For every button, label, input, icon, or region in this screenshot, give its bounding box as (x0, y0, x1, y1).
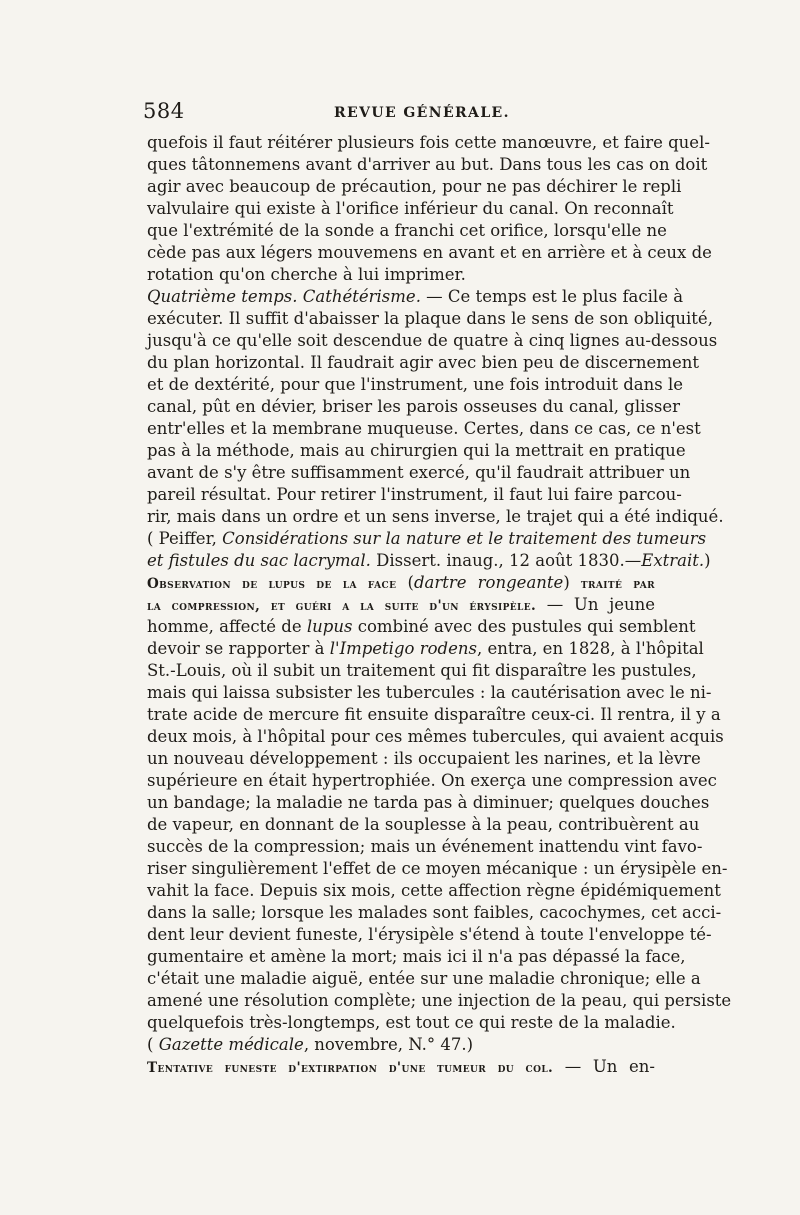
text-line (147, 484, 682, 506)
text-line (147, 880, 721, 902)
text-line (147, 550, 711, 572)
text-run: ) (704, 551, 711, 570)
text-line (147, 1034, 655, 1056)
text-line (147, 308, 713, 330)
text-line (147, 968, 701, 990)
text-line (147, 792, 710, 814)
text-run: rotation qu'on cherche à lui imprimer. (147, 265, 466, 284)
text-run: dans la salle; lorsque les malades sont faibles, cacochymes, cet acci- (147, 903, 722, 922)
text-line (147, 1056, 655, 1078)
text-run: St.-Louis, où il subit un traitement qui fit disparaître les pustules, (147, 661, 697, 680)
text-run: mais qui laissa subsister les tubercules : la cautérisation avec le ni- (147, 683, 712, 702)
text-line (147, 506, 724, 528)
text-line (147, 770, 717, 792)
text-run: jusqu'à ce qu'elle soit descendue de quatre à cinq lignes au-dessous (147, 331, 718, 350)
text-run: supérieure en était hypertrophiée. On exerça une compression avec (147, 771, 717, 790)
text-run: succès de la compression; mais un événement inattendu vint favo- (147, 837, 703, 856)
text-line (147, 198, 674, 220)
text-run: un bandage; la maladie ne tarda pas à diminuer; quelques douches (147, 793, 710, 812)
text-line (147, 814, 700, 836)
text-line (147, 726, 724, 748)
text-run: homme, affecté de (147, 617, 307, 636)
text-run: combiné avec des pustules qui semblent (352, 617, 696, 636)
text-run: ( (396, 573, 414, 592)
text-run: ) (563, 573, 581, 592)
text-line (147, 418, 701, 440)
text-line (147, 704, 721, 726)
text-line (147, 836, 703, 858)
text-line (147, 220, 667, 242)
small-caps-heading: traité par (580, 576, 656, 592)
text-line (147, 902, 722, 924)
text-run: , novembre, N.° 47.) (303, 1035, 474, 1054)
text-run: que l'extrémité de la sonde a franchi cet orifice, lorsqu'elle ne (147, 221, 667, 240)
text-line (147, 330, 718, 352)
text-run: — Un jeune (536, 595, 656, 614)
italic-text: dartre rongeante (413, 573, 564, 592)
text-line (147, 946, 686, 968)
text-line (147, 1012, 676, 1034)
text-line (147, 748, 701, 770)
text-line (147, 440, 686, 462)
text-run: entr'elles et la membrane muqueuse. Certes, dans ce cas, ce n'est (147, 419, 701, 438)
text-line (147, 638, 704, 660)
italic-text: lupus (306, 617, 353, 636)
italic-text: Considérations sur la nature et le traitement des tumeurs (222, 529, 707, 548)
text-run: du plan horizontal. Il faudrait agir avec bien peu de discernement (147, 353, 699, 372)
text-run: trate acide de mercure fit ensuite disparaître ceux-ci. Il rentra, il y a (147, 705, 721, 724)
text-run: gumentaire et amène la mort; mais ici il n'a pas dépassé la face, (147, 947, 686, 966)
text-run: canal, pût en dévier, briser les parois osseuses du canal, glisser (147, 397, 680, 416)
text-line (147, 682, 712, 704)
body-text (147, 132, 732, 1078)
text-line (147, 374, 684, 396)
small-caps-heading: Observation de lupus de la face (147, 576, 397, 592)
text-line (147, 242, 712, 264)
text-line (147, 660, 697, 682)
text-run: cède pas aux légers mouvemens en avant et en arrière et à ceux de (147, 243, 712, 262)
text-line (147, 176, 682, 198)
running-head: REVUE GÉNÉRALE. (334, 105, 510, 121)
text-run: pareil résultat. Pour retirer l'instrument, il faut lui faire parcou- (147, 485, 682, 504)
text-run: dent leur devient funeste, l'érysipèle s'étend à toute l'enveloppe té- (147, 925, 712, 944)
text-run: agir avec beaucoup de précaution, pour ne pas déchirer le repli (147, 177, 682, 196)
text-line (147, 528, 707, 550)
text-run: valvulaire qui existe à l'orifice inférieur du canal. On reconnaît (147, 199, 674, 218)
text-run: ques tâtonnemens avant d'arriver au but. Dans tous les cas on doit (147, 155, 708, 174)
text-run: , entra, en 1828, à l'hôpital (476, 639, 704, 658)
text-line (147, 616, 696, 638)
text-run: deux mois, à l'hôpital pour ces mêmes tubercules, qui avaient acquis (147, 727, 724, 746)
text-line (147, 352, 699, 374)
text-run: — Un en- (553, 1057, 655, 1076)
text-run: quelquefois très-longtemps, est tout ce qui reste de la maladie. (147, 1013, 676, 1032)
text-run: un nouveau développement : ils occupaient les narines, et la lèvre (147, 749, 701, 768)
text-run: amené une résolution complète; une injection de la peau, qui persiste (147, 991, 732, 1010)
text-line (147, 132, 710, 154)
text-run: ( (147, 1035, 159, 1054)
text-line (147, 572, 655, 594)
text-run: de vapeur, en donnant de la souplesse à la peau, contribuèrent au (147, 815, 700, 834)
text-run: ( Peiffer, (147, 529, 223, 548)
text-run: et de dextérité, pour que l'instrument, une fois introduit dans le (147, 375, 684, 394)
small-caps-heading: Tentative funeste d'extirpation d'une tumeur du col. (147, 1060, 554, 1076)
italic-text: l'Impetigo rodens (329, 639, 477, 658)
text-line (147, 924, 712, 946)
text-run: riser singulièrement l'effet de ce moyen mécanique : un érysipèle en- (147, 859, 728, 878)
text-line (147, 462, 691, 484)
text-run: devoir se rapporter à (147, 639, 330, 658)
text-run: Dissert. inaug., 12 août 1830.— (370, 551, 642, 570)
text-run: avant de s'y être suffisamment exercé, qu'il faudrait attribuer un (147, 463, 691, 482)
text-line (147, 264, 655, 286)
page-number: 584 (143, 99, 185, 123)
text-line (147, 154, 708, 176)
text-run: exécuter. Il suffit d'abaisser la plaque dans le sens de son obliquité, (147, 309, 713, 328)
text-line (147, 594, 655, 616)
text-run: pas à la méthode, mais au chirurgien qui la mettrait en pratique (147, 441, 686, 460)
italic-text: et fistules du sac lacrymal. (147, 551, 371, 570)
text-line (147, 858, 728, 880)
text-run: rir, mais dans un ordre et un sens inverse, le trajet qui a été indiqué. (147, 507, 724, 526)
text-run: c'était une maladie aiguë, entée sur une maladie chronique; elle a (147, 969, 701, 988)
italic-text: Gazette médicale (158, 1035, 304, 1054)
text-run: vahit la face. Depuis six mois, cette affection règne épidémiquement (147, 881, 721, 900)
page-header (143, 99, 655, 127)
text-line (147, 396, 680, 418)
text-run: quefois il faut réitérer plusieurs fois cette manœuvre, et faire quel- (147, 133, 710, 152)
text-line (147, 286, 684, 308)
text-line (147, 990, 732, 1012)
italic-text: Extrait. (641, 551, 705, 570)
text-run: — Ce temps est le plus facile à (420, 287, 684, 306)
small-caps-heading: la compression, et guéri a la suite d'un érysipèle. (147, 598, 537, 614)
italic-text: Quatrième temps. Cathétérisme. (147, 287, 421, 306)
